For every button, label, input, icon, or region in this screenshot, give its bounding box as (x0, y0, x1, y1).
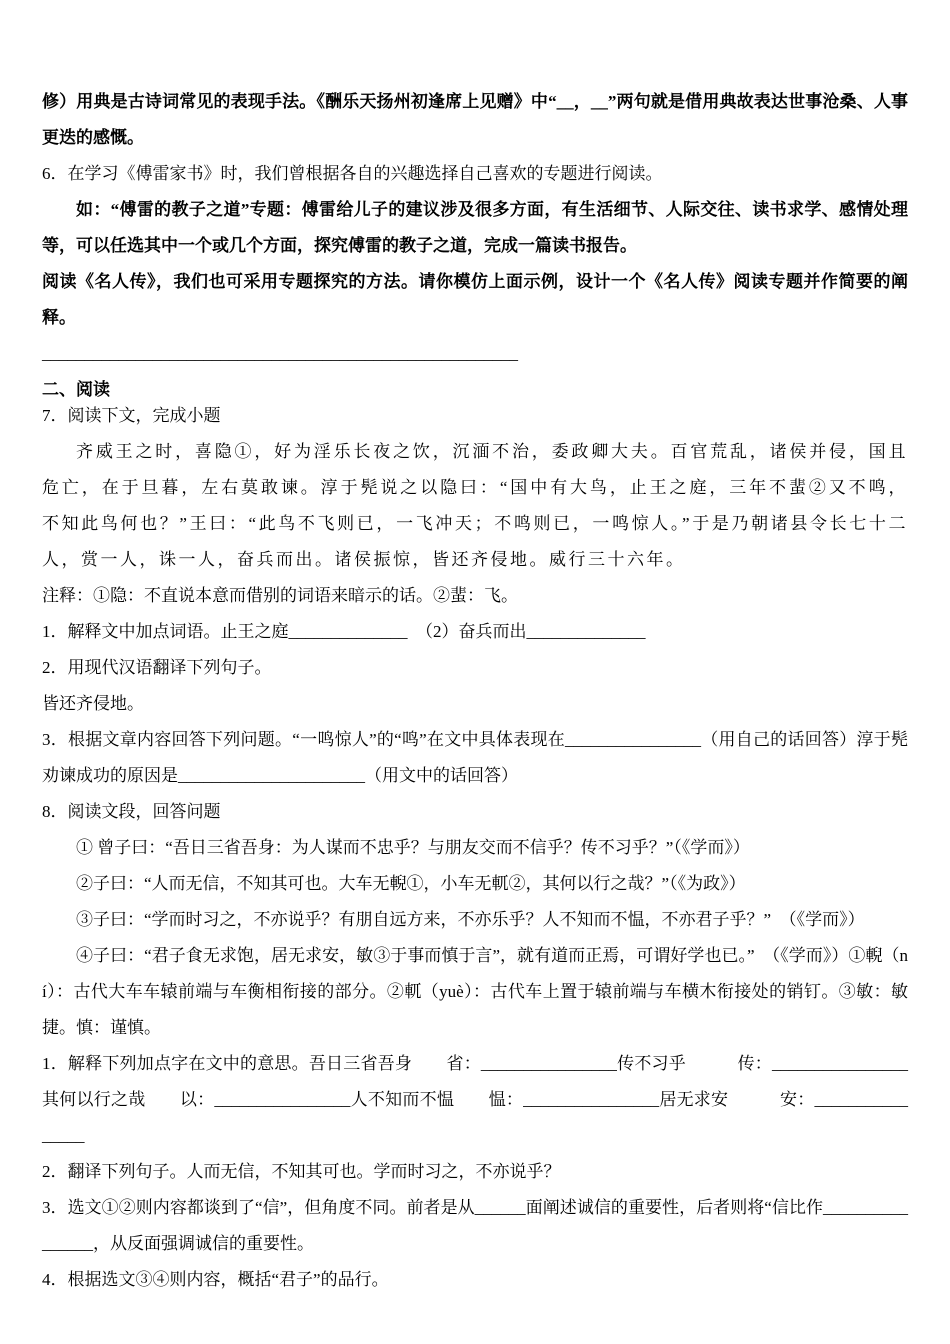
question-6-task: 阅读《名人传》，我们也可采用专题探究的方法。请你模仿上面示例，设计一个《名人传》阅读专题并作简要的阐释。 (42, 272, 908, 327)
question-8: 8．阅读文段，回答问题 (42, 802, 221, 821)
classical-passage: 齐威王之时，喜隐①，好为淫乐长夜之饮，沉湎不治，委政卿大夫。百官荒乱，诸侯并侵，国且危亡，在于旦暮，左右莫敢谏。淳于髡说之以隐曰：“国中有大鸟，止王之庭，三年不蜚②又不鸣，不知此鸟何也？”王曰：“此鸟不飞则已，一飞冲天；不鸣则已，一鸣惊人。”于是乃朝诸县令长七十二人，赏一人，诛一人，奋兵而出。诸侯振惊，皆还齐侵地。威行三十六年。 (42, 442, 908, 569)
question-8-1: 1．解释下列加点字在文中的意思。吾日三省吾身 省：________________传不习乎 传：________________其何以行之哉 以：________________人不知而不愠 愠：________________居无求安 安：________________ (42, 1054, 908, 1145)
answer-blank-line: ________________________________________________________ (42, 344, 518, 363)
analects-quote-1: ① 曾子曰：“吾日三省吾身：为人谋而不忠乎？与朋友交而不信乎？传不习乎？”（《学而》） (76, 838, 750, 857)
question-7-1: 1．解释文中加点词语。止王之庭______________ （2）奋兵而出______________ (42, 622, 646, 641)
passage-notes: 注释：①隐：不直说本意而借别的词语来暗示的话。②蜚：飞。 (42, 586, 518, 605)
question-8-2: 2．翻译下列句子。人而无信，不知其可也。学而时习之，不亦说乎？ (42, 1162, 561, 1181)
question-6: 6．在学习《傅雷家书》时，我们曾根据各自的兴趣选择自己喜欢的专题进行阅读。 (42, 164, 663, 183)
question-8-4: 4．根据选文③④则内容，概括“君子”的品行。 (42, 1270, 389, 1289)
question-8-3: 3．选文①②则内容都谈到了“信”，但角度不同。前者是从______面阐述诚信的重要性，后者则将“信比作________________，从反面强调诚信的重要性。 (42, 1198, 908, 1253)
question-7-2: 2．用现代汉语翻译下列句子。 (42, 658, 272, 677)
question-5-continuation: 修）用典是古诗词常见的表现手法。《酬乐天扬州初逢席上见赠》中“__，__”两句就是借用典故表达世事沧桑、人事更迭的感慨。 (42, 92, 908, 147)
analects-quote-2: ②子曰：“人而无信，不知其可也。大车无輗①，小车无軏②，其何以行之哉？”（《为政》） (76, 874, 746, 893)
question-7: 7．阅读下文，完成小题 (42, 406, 221, 425)
question-7-3: 3．根据文章内容回答下列问题。“一鸣惊人”的“鸣”在文中具体表现在________________（用自己的话回答）淳于髡劝谏成功的原因是______________________（用文中的话回答） (42, 730, 908, 785)
question-6-example: 如：“傅雷的教子之道”专题：傅雷给儿子的建议涉及很多方面，有生活细节、人际交往、读书求学、感情处理等，可以任选其中一个或几个方面，探究傅雷的教子之道，完成一篇读书报告。 (42, 200, 908, 255)
analects-quote-4-with-notes: ④子曰：“君子食无求饱，居无求安，敏③于事而慎于言”，就有道而正焉，可谓好学也已。” （《学而》）①輗（ní）：古代大车车辕前端与车衡相衔接的部分。②軏（yuè）：古代车上置于辕前端与车横木衔接处的销钉。③敏：敏捷。慎：谨慎。 (42, 946, 908, 1037)
section-heading-reading: 二、阅读 (42, 380, 110, 399)
question-7-2-sentence: 皆还齐侵地。 (42, 694, 144, 713)
analects-quote-3: ③子曰：“学而时习之，不亦说乎？有朋自远方来，不亦乐乎？人不知而不愠，不亦君子乎？” （《学而》） (76, 910, 865, 929)
